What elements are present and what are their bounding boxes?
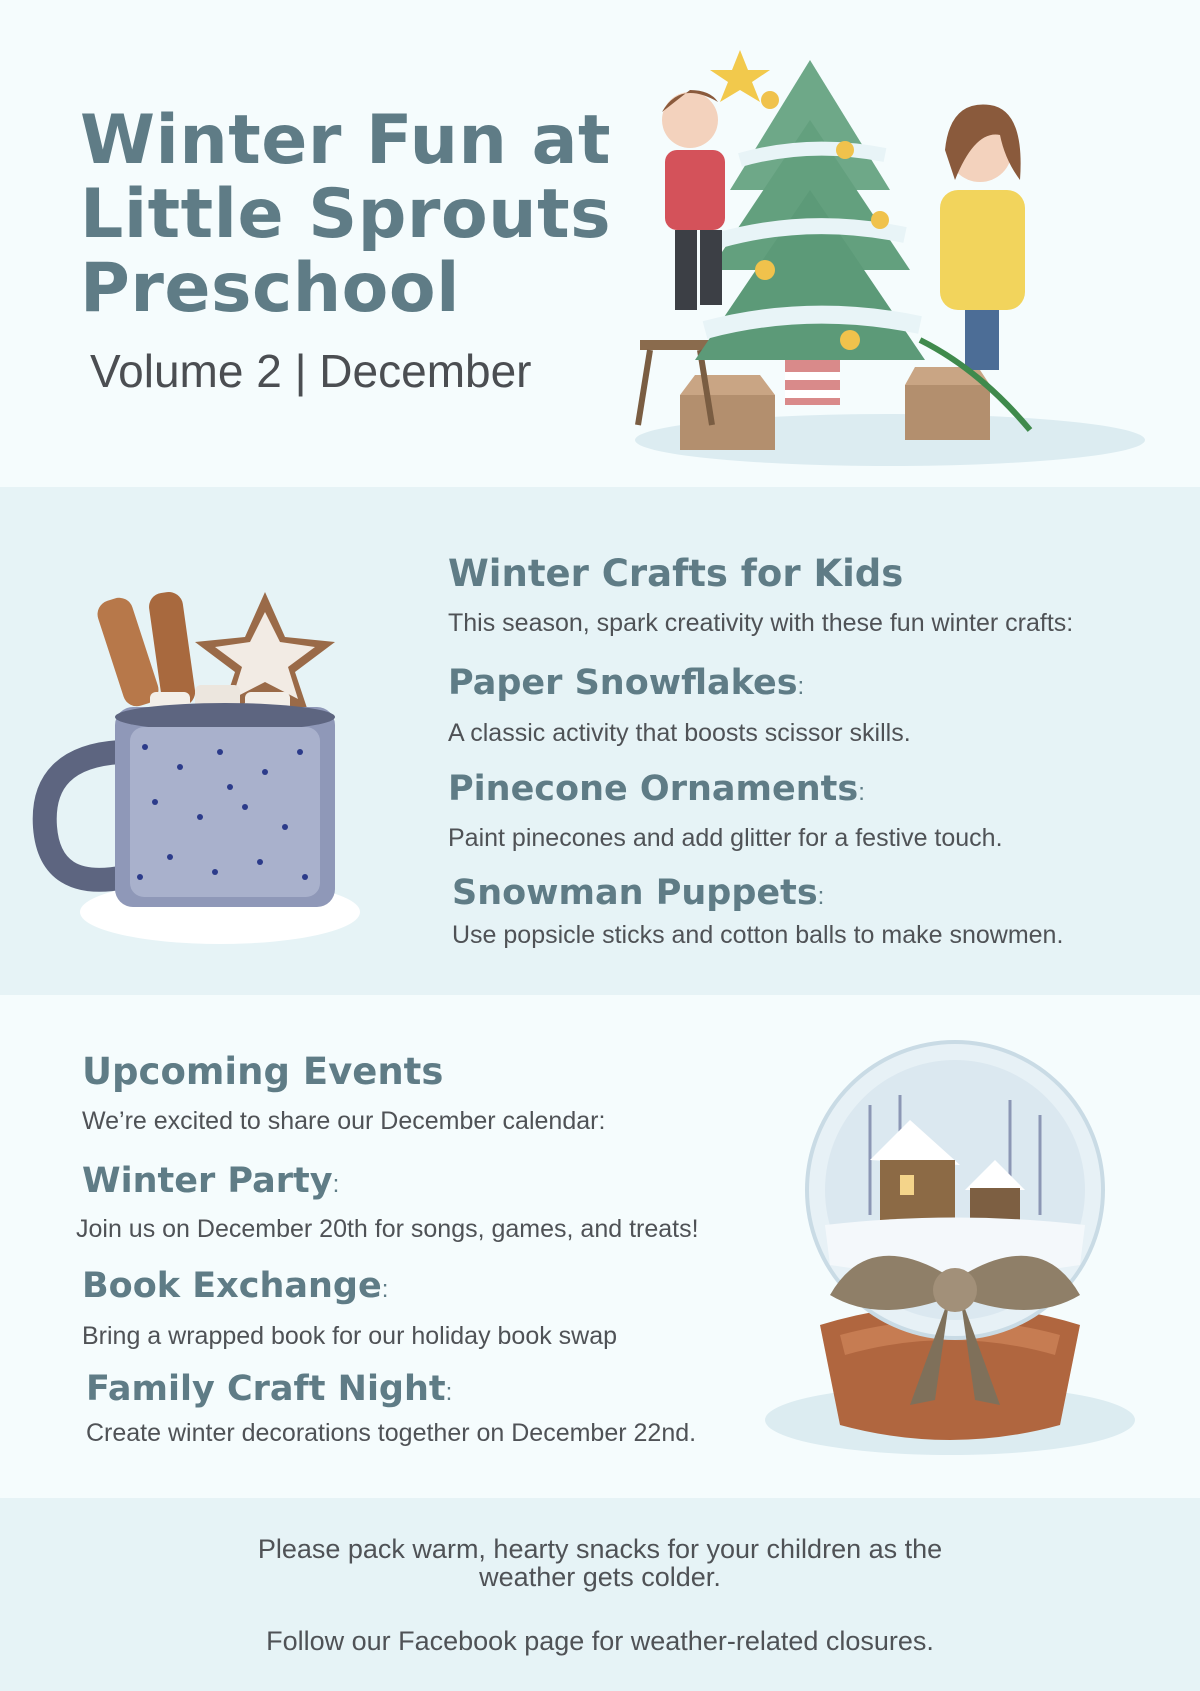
- snow-globe-illustration: [760, 1025, 1160, 1465]
- craft-item-title: Pinecone Ornaments:: [448, 769, 865, 809]
- volume-label: Volume 2 | December: [90, 345, 532, 397]
- craft-item-title: Paper Snowflakes:: [448, 663, 805, 703]
- crafts-section: [0, 487, 1200, 995]
- event-item-desc: Bring a wrapped book for our holiday book swap: [82, 1322, 618, 1350]
- footer-section: [0, 1498, 1200, 1691]
- event-item-title: Winter Party:: [82, 1161, 340, 1201]
- header-section: [0, 0, 1200, 487]
- craft-item-title: Snowman Puppets:: [452, 873, 825, 913]
- crafts-heading: Winter Crafts for Kids: [448, 552, 904, 595]
- christmas-tree-illustration: [620, 40, 1160, 470]
- craft-item-desc: Paint pinecones and add glitter for a festive touch.: [448, 824, 1003, 852]
- event-item-title: Book Exchange:: [82, 1266, 389, 1306]
- events-intro: We’re excited to share our December calendar:: [82, 1107, 606, 1135]
- craft-item-desc: A classic activity that boosts scissor skills.: [448, 719, 911, 747]
- events-section: [0, 995, 1200, 1498]
- event-item-title: Family Craft Night:: [86, 1369, 453, 1409]
- hot-cocoa-mug-illustration: [30, 577, 380, 947]
- event-item-desc: Create winter decorations together on December 22nd.: [86, 1419, 697, 1447]
- event-item-desc: Join us on December 20th for songs, games, and treats!: [76, 1215, 699, 1243]
- footer-snack-note-cont: weather gets colder.: [479, 1562, 721, 1592]
- footer-facebook-note: Follow our Facebook page for weather-related closures.: [266, 1626, 934, 1656]
- footer-snack-note: Please pack warm, hearty snacks for your children as the: [257, 1534, 943, 1564]
- newsletter-title: Winter Fun at Little Sprouts Preschool: [80, 101, 612, 328]
- events-heading: Upcoming Events: [82, 1050, 444, 1093]
- craft-item-desc: Use popsicle sticks and cotton balls to make snowmen.: [452, 921, 1064, 949]
- crafts-intro: This season, spark creativity with these fun winter crafts:: [448, 609, 1074, 637]
